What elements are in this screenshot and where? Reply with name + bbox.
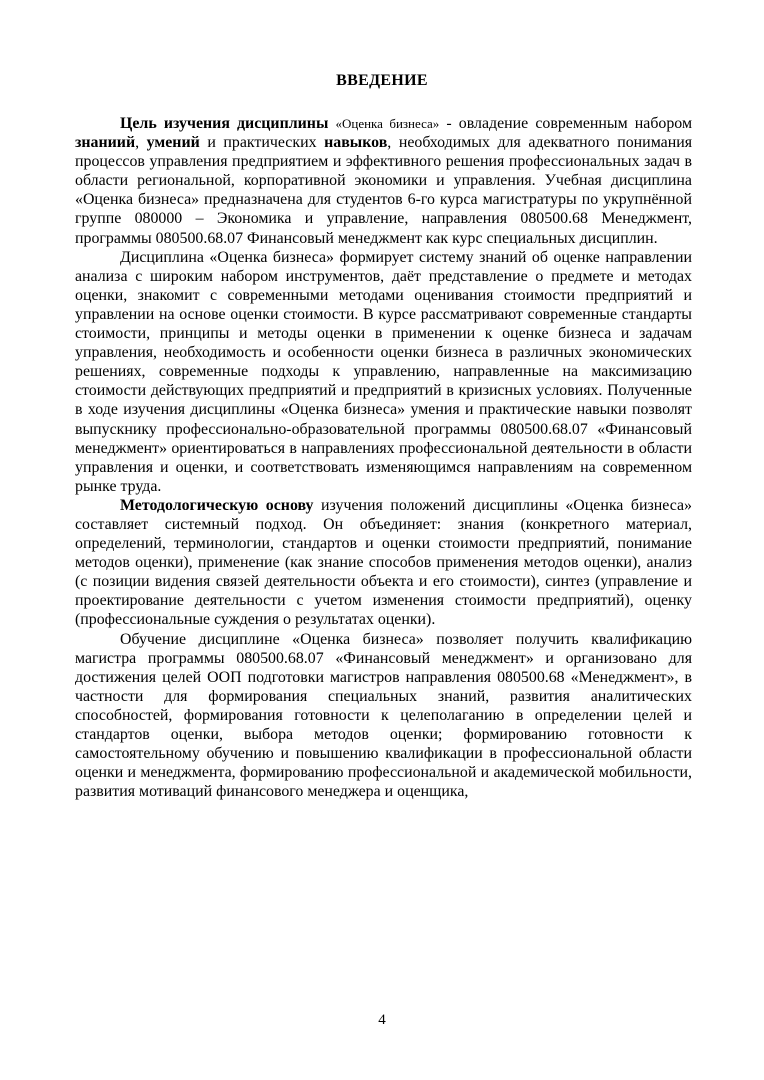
section-heading: ВВЕДЕНИЕ [336, 72, 428, 89]
text-run: изучения положений дисциплины «Оценка бизнеса» составляет системный подход. Он объединяет: знания (конкретного материал, определений, терминологии, стандартов и оценки стоимости предприятий, понимание методов оценки), применение (как знание способов применения методов оценки), анализ (с позиции видения связей деятельности объекта и его стоимости), синтез (управление и проектирование деятельности с учетом изменения стоимости предприятий), оценку (профессиональные суждения о результатах оценки). [75, 496, 692, 629]
text-run: , необходимых для адекватного понимания процессов управления предприятием и эффективного решения профессиональных задач в области региональной, корпоративной экономики и управления. Учебная дисциплина «Оценка бизнеса» предназначена для студентов 6-го курса магистратуры по укрупнённой группе 080000 – Экономика и управление, направления 080500.68 Менеджмент, программы 080500.68.07 Финансовый менеджмент как курс специальных дисциплин. [75, 134, 693, 247]
paragraph-course-description: Дисциплина «Оценка бизнеса» формирует систему знаний об оценке направлении анализа с широким набором инструментов, даёт представление о предмете и методах оценки, знакомит с современными методами оценивания стоимости предприятий и управлении на основе оценки стоимости. В курсе рассматривают современные стандарты стоимости, принципы и методы оценки в применении к оценке бизнеса и задачам управления, необходимость и особенности оценки бизнеса в различных экономических решениях, современные подходы к управлению, направленные на максимизацию стоимости действующих предприятий и предприятий в кризисных условиях. Полученные в ходе изучения дисциплины «Оценка бизнеса» умения и практические навыки позволят выпускнику профессионально-образовательной программы 080500.68.07 «Финансовый менеджмент» ориентироваться в направлениях профессиональной деятельности в области управления и оценки, и соответствовать изменяющимся направлениям на современном рынке труда. [75, 248, 692, 495]
document-body [75, 114, 692, 801]
page-number: 4 [378, 1012, 386, 1028]
text-run: , [135, 134, 147, 152]
course-name-inline: «Оценка бизнеса» [335, 116, 440, 131]
term-knowledge: знаниий [75, 134, 136, 152]
paragraph-course-goal [75, 114, 692, 248]
paragraph-training: Обучение дисциплине «Оценка бизнеса» позволяет получить квалификацию магистра программы 080500.68.07 «Финансовый менеджмент» и организовано для достижения целей ООП подготовки магистров направления 080500.68 «Менеджмент», в частности для формирования специальных знаний, развития аналитических способностей, формирования готовности к целеполаганию в определении целей и стандартов оценки, выбора методов оценки; формированию готовности к самостоятельному обучению и повышению квалификации в профессиональной области оценки и менеджмента, формированию профессиональной и академической мобильности, развития мотиваций финансового менеджера и оценщика, [75, 630, 692, 801]
text-run: - овладение современным набором [439, 115, 693, 132]
course-goal-label: Цель изучения дисциплины [120, 115, 329, 132]
text-run: и практических [199, 134, 325, 152]
methodology-label: Методологическую основу [120, 496, 314, 514]
paragraph-methodology [75, 496, 692, 630]
term-abilities: навыков [324, 134, 388, 152]
term-skills: умений [146, 134, 200, 152]
